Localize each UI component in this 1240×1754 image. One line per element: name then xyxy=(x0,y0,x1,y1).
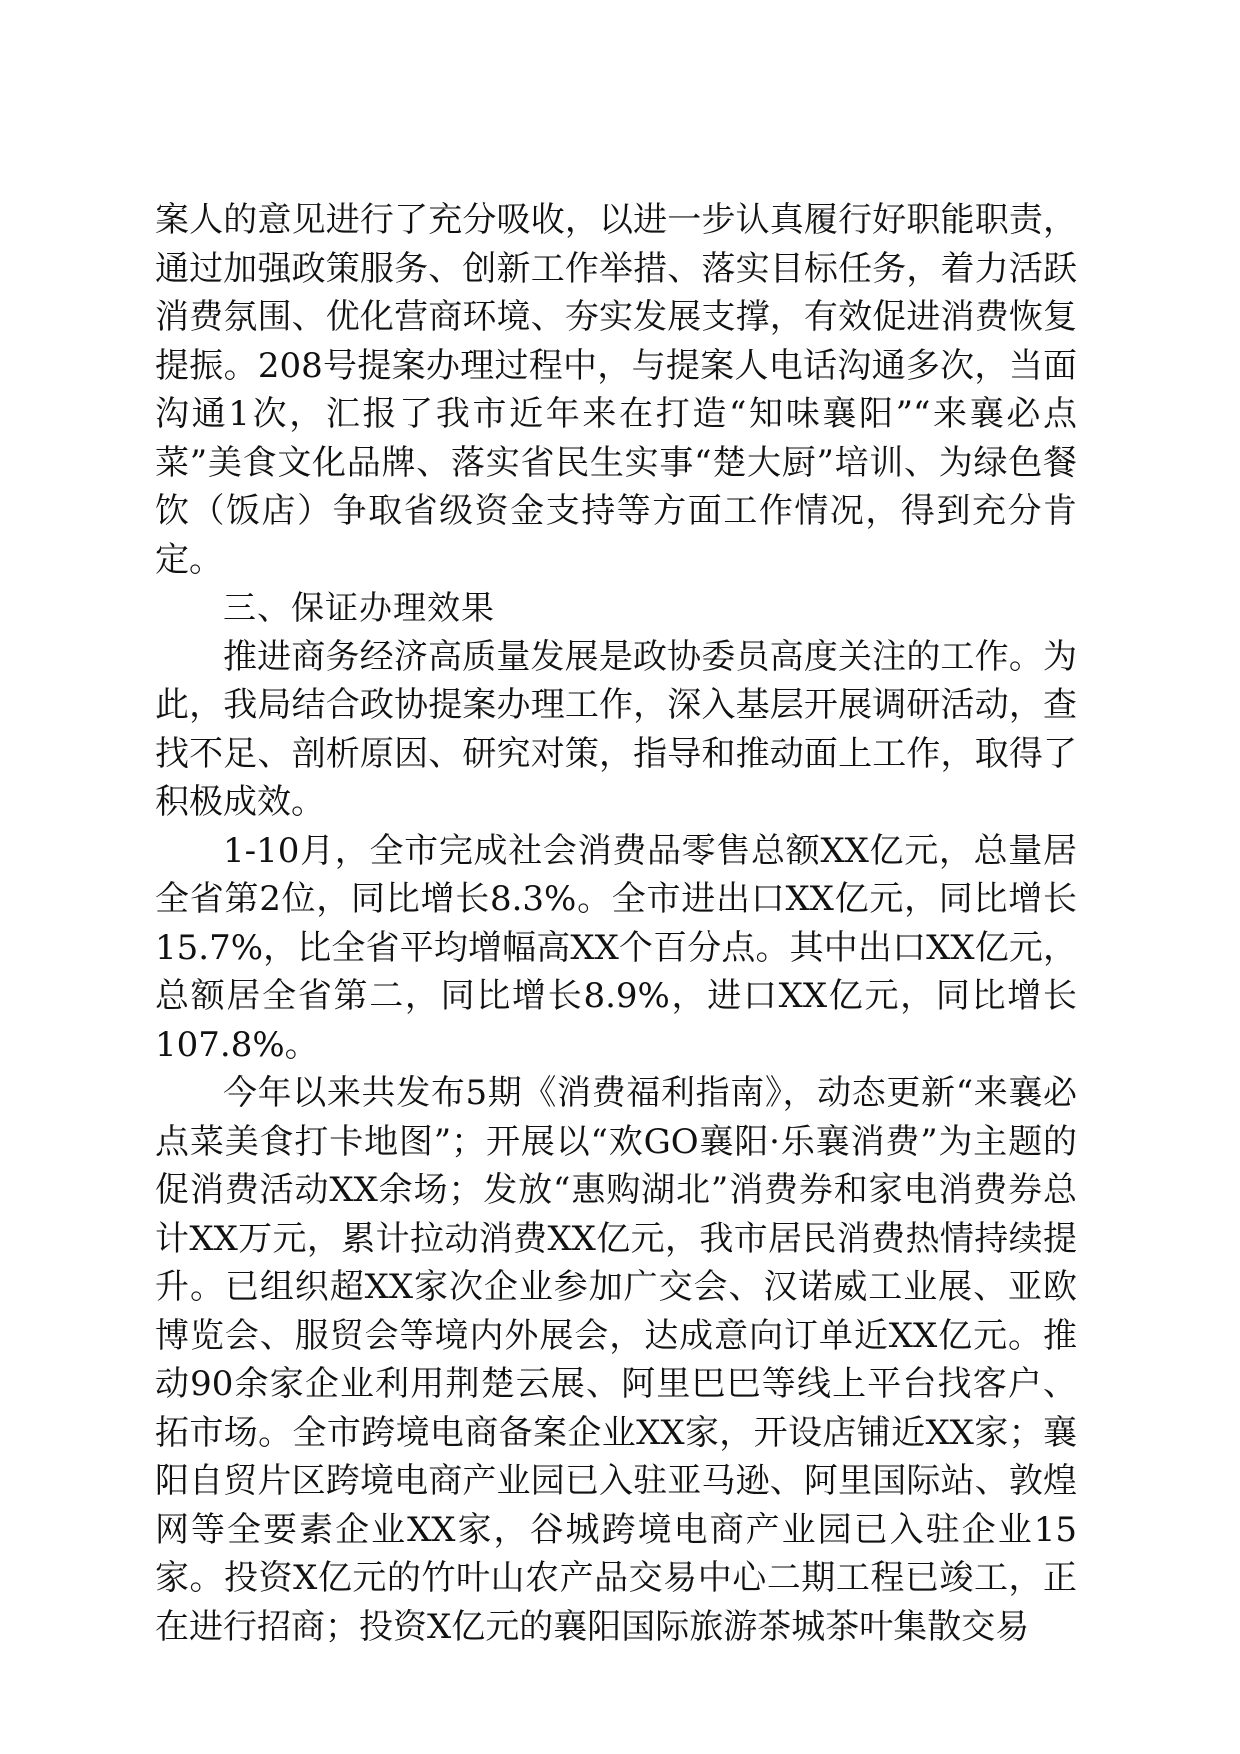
paragraph-statistics: 1-10月，全市完成社会消费品零售总额XX亿元，总量居全省第2位，同比增长8.3%。全市进出口XX亿元，同比增长15.7%，比全省平均增幅高XX个百分点。其中出口XX亿元，总额居全省第二，同比增长8.9%，进口XX亿元，同比增长107.8%。 xyxy=(155,830,1077,1065)
section-heading: 三、保证办理效果 xyxy=(223,588,495,627)
paragraph-intro: 推进商务经济高质量发展是政协委员高度关注的工作。为此，我局结合政协提案办理工作，深入基层开展调研活动，查找不足、剖析原因、研究对策，指导和推动面上工作，取得了积极成效。 xyxy=(155,636,1077,822)
paragraph-continuation: 案人的意见进行了充分吸收，以进一步认真履行好职能职责，通过加强政策服务、创新工作举措、落实目标任务，着力活跃消费氛围、优化营商环境、夯实发展支撑，有效促进消费恢复提振。208号提案办理过程中，与提案人电话沟通多次，当面沟通1次，汇报了我市近年来在打造“知味襄阳”“来襄必点菜”美食文化品牌、落实省民生实事“楚大厨”培训、为绿色餐饮（饭店）争取省级资金支持等方面工作情况，得到充分肯定。 xyxy=(155,200,1077,580)
paragraph-activities: 今年以来共发布5期《消费福利指南》，动态更新“来襄必点菜美食打卡地图”；开展以“欢GO襄阳·乐襄消费”为主题的促消费活动XX余场；发放“惠购湖北”消费券和家电消费券总计XX万元，累计拉动消费XX亿元，我市居民消费热情持续提升。已组织超XX家次企业参加广交会、汉诺威工业展、亚欧博览会、服贸会等境内外展会，达成意向订单近XX亿元。推动90余家企业利用荆楚云展、阿里巴巴等线上平台找客户、拓市场。全市跨境电商备案企业XX家，开设店铺近XX家；襄阳自贸片区跨境电商产业园已入驻亚马逊、阿里国际站、敦煌网等全要素企业XX家，谷城跨境电商产业园已入驻企业15家。投资X亿元的竹叶山农产品交易中心二期工程已竣工，正在进行招商；投资X亿元的襄阳国际旅游茶城茶叶集散交易 xyxy=(155,1073,1077,1647)
document-body xyxy=(155,196,1077,1651)
